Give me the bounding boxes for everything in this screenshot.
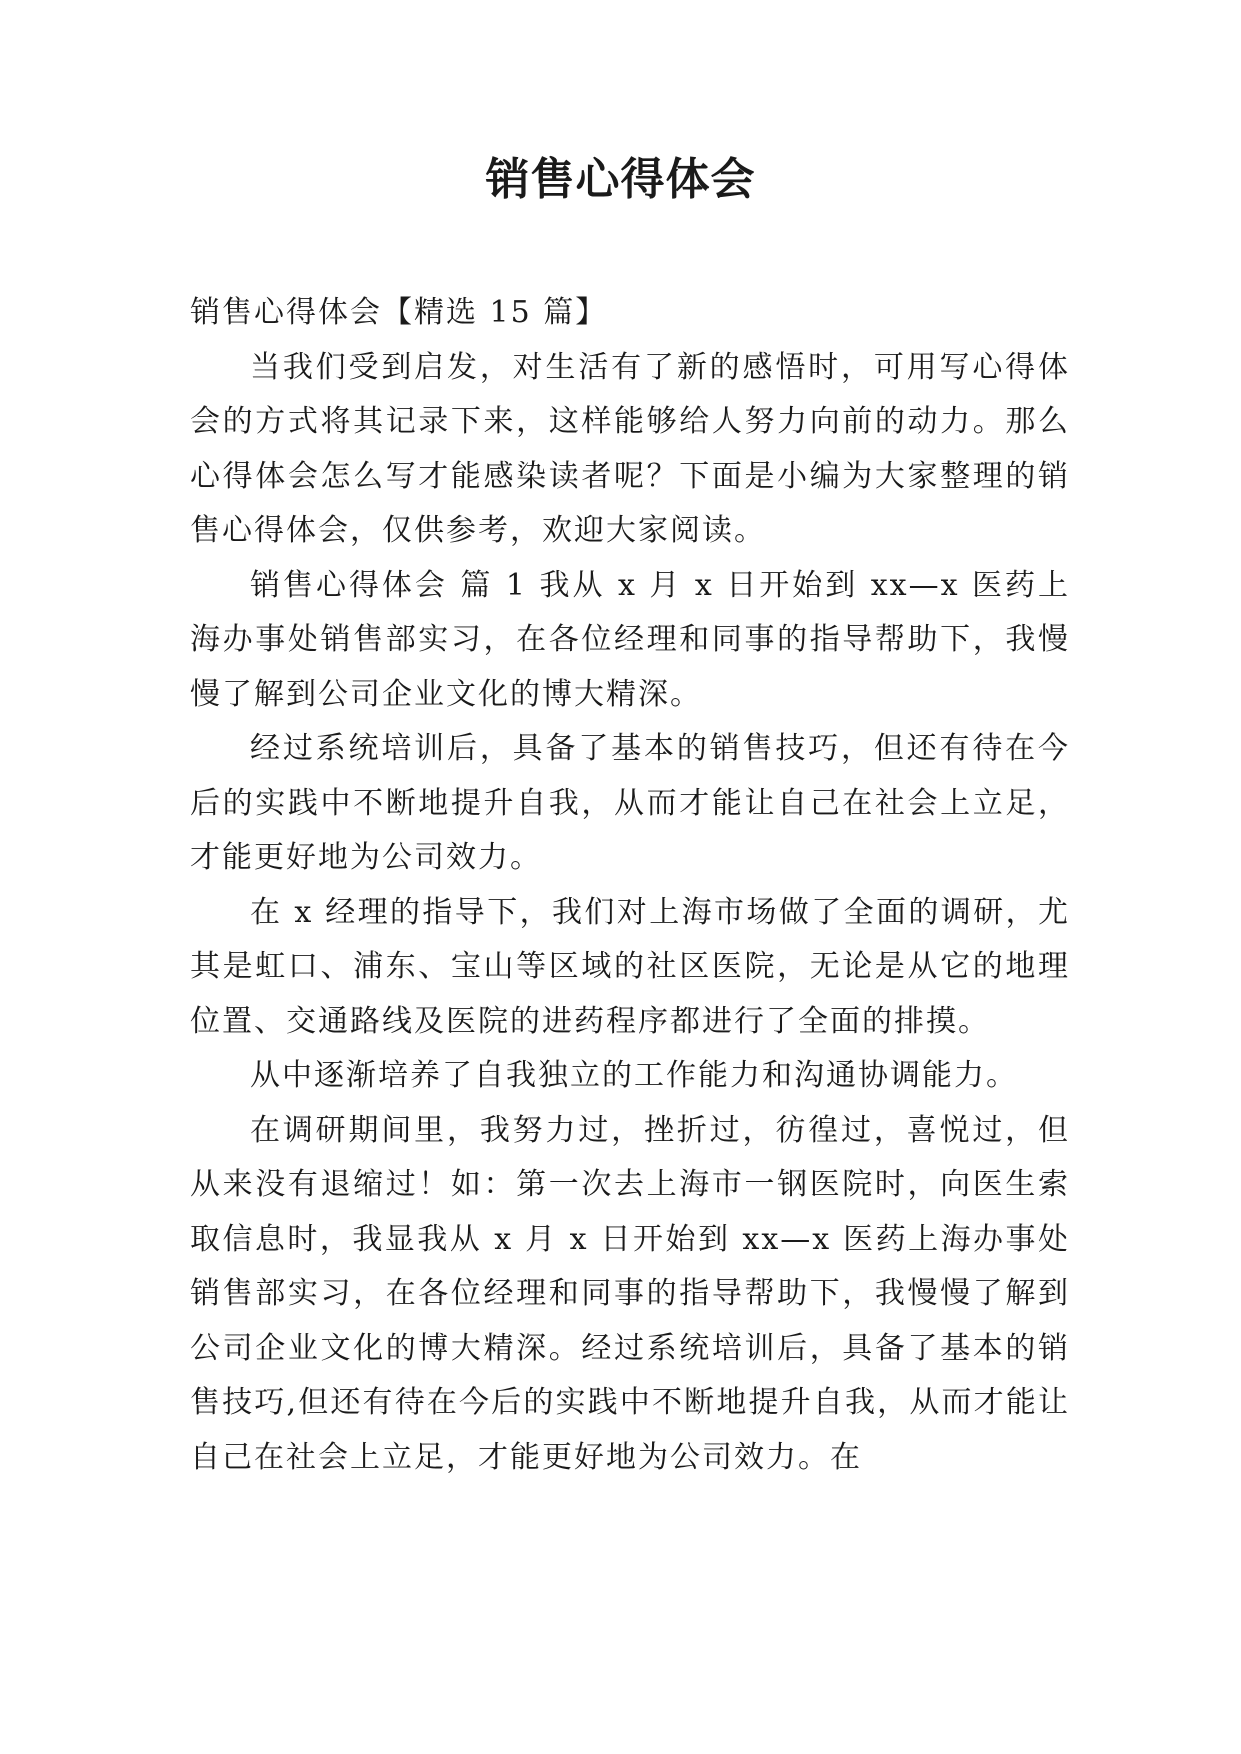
body-paragraph: 在调研期间里，我努力过，挫折过，彷徨过，喜悦过，但从来没有退缩过！如：第一次去上海市一钢医院时，向医生索取信息时，我显我从 x 月 x 日开始到 xx—x 医药上海办事处销售部实习，在各位经理和同事的指导帮助下，我慢慢了解到公司企业文化的博大精深。经过系统培训后，具备了基本的销售技巧,但还有待在今后的实践中不断地提升自我，从而才能让自己在社会上立足，才能更好地为公司效力。在	[190, 1112, 1070, 1475]
document-subtitle: 销售心得体会【精选 15 篇】	[190, 295, 608, 330]
body-paragraph: 经过系统培训后，具备了基本的销售技巧，但还有待在今后的实践中不断地提升自我，从而才能让自己在社会上立足，才能更好地为公司效力。	[190, 731, 1070, 875]
intro-paragraph: 当我们受到启发，对生活有了新的感悟时，可用写心得体会的方式将其记录下来，这样能够给人努力向前的动力。那么心得体会怎么写才能感染读者呢？下面是小编为大家整理的销售心得体会，仅供参考，欢迎大家阅读。	[190, 349, 1070, 548]
body-paragraph: 在 x 经理的指导下，我们对上海市场做了全面的调研，尤其是虹口、浦东、宝山等区域的社区医院，无论是从它的地理位置、交通路线及医院的进药程序都进行了全面的排摸。	[190, 894, 1070, 1039]
document-body	[190, 286, 1070, 1485]
section-1-paragraph: 销售心得体会 篇 1 我从 x 月 x 日开始到 xx—x 医药上海办事处销售部实习，在各位经理和同事的指导帮助下，我慢慢了解到公司企业文化的博大精深。	[190, 567, 1070, 712]
document-title: 销售心得体会	[485, 154, 756, 205]
body-paragraph: 从中逐渐培养了自我独立的工作能力和沟通协调能力。	[250, 1058, 1018, 1093]
